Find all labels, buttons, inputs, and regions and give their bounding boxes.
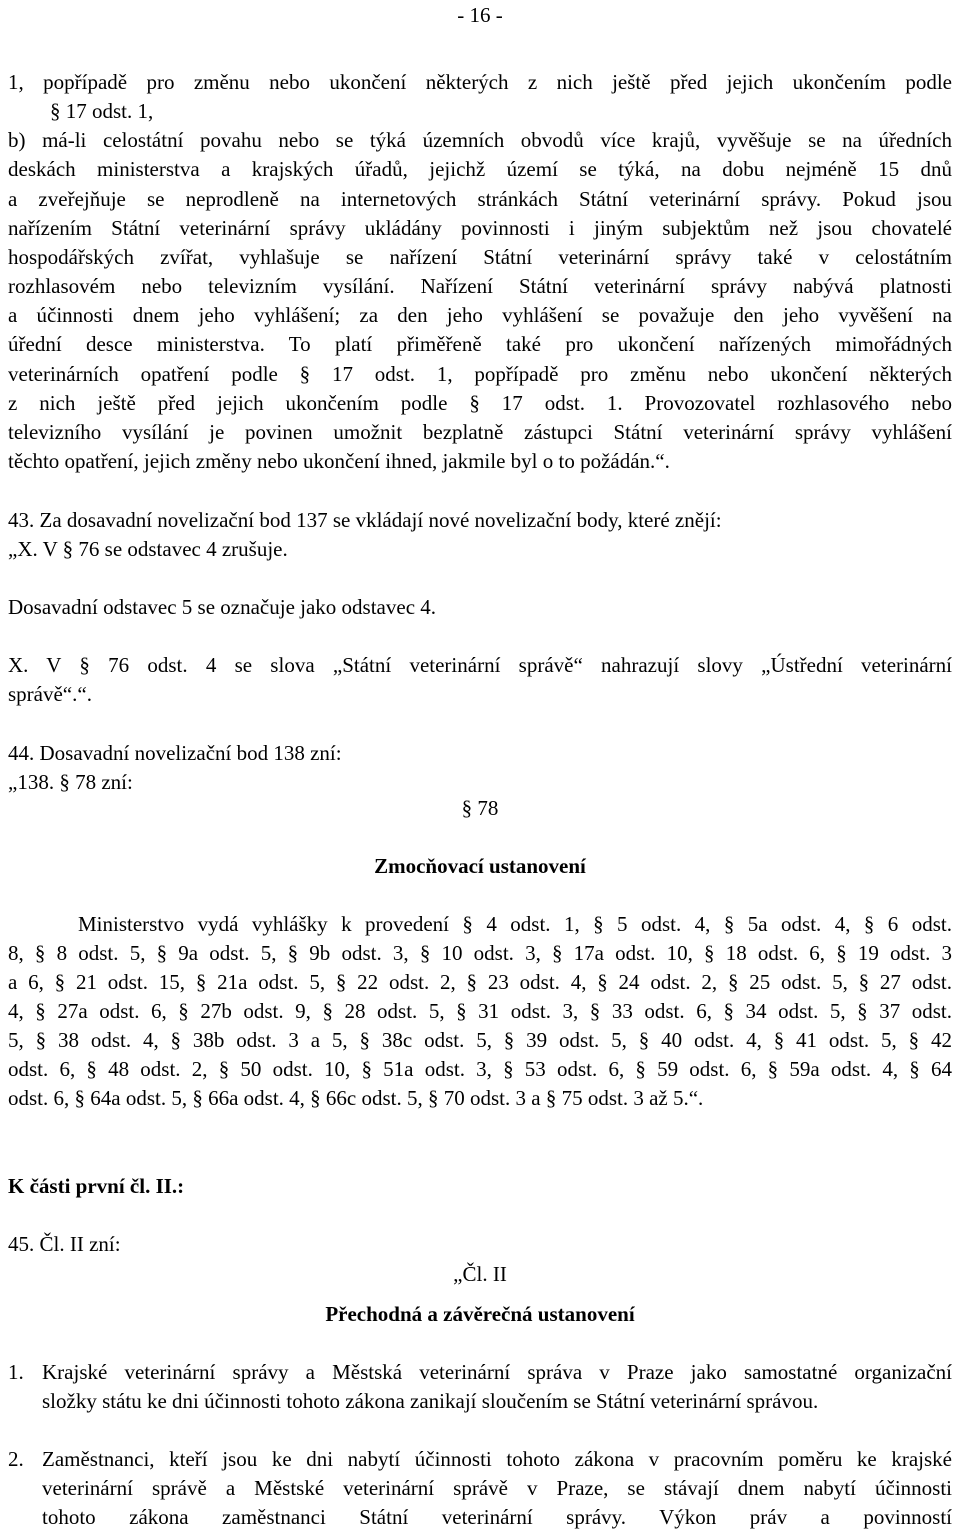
paragraph-line: 5, § 38 odst. 4, § 38b odst. 3 a 5, § 38c odst. 5, § 39 odst. 5, § 40 odst. 4, § 41 odst. 5, § 42 [8,1028,952,1052]
paragraph-line: 1, popřípadě pro změnu nebo ukončení některých z nich ještě před jejich ukončením podle [8,70,952,94]
paragraph-line: a 6, § 21 odst. 15, § 21a odst. 5, § 22 odst. 2, § 23 odst. 4, § 24 odst. 2, § 25 odst. 5, § 27 odst. [8,970,952,994]
paragraph-line: veterinární správě a Městské veterinární správě v Praze, se stávají dnem nabytí účinnosti [42,1476,952,1500]
paragraph-line: 8, § 8 odst. 5, § 9a odst. 5, § 9b odst. 3, § 10 odst. 3, § 17a odst. 10, § 18 odst. 6, § 19 odst. 3 [8,941,952,965]
paragraph-line: Ministerstvo vydá vyhlášky k provedení § 4 odst. 1, § 5 odst. 4, § 5a odst. 4, § 6 odst. [78,912,952,936]
point-number: 2. [8,1447,24,1471]
paragraph-line: složky státu ke dni účinnosti tohoto zákona zanikají sloučením se Státní veterinární správou. [42,1389,819,1413]
amendment-point-44: 44. Dosavadní novelizační bod 138 zní: [8,741,342,765]
paragraph-line: tohoto zákona zaměstnanci Státní veterinární správy. Výkon práv a povinností [42,1505,952,1529]
paragraph-line: nařízením Státní veterinární správy ukládány povinnosti i jiným subjektům než jsou chovatelé [8,216,952,240]
paragraph-line: úřední desce ministerstva. To platí přiměřeně také pro ukončení nařízených mimořádných [8,332,952,356]
paragraph-line: a zveřejňuje se neprodleně na internetových stránkách Státní veterinární správy. Pokud jsou [8,187,952,211]
paragraph-line: § 17 odst. 1, [50,99,154,123]
paragraph-line: 4, § 27a odst. 6, § 27b odst. 9, § 28 odst. 5, § 31 odst. 3, § 33 odst. 6, § 34 odst. 5, § 37 odst. [8,999,952,1023]
page-number: - 16 - [457,3,503,27]
section-mark: § 78 [461,796,499,820]
paragraph-line: veterinárních opatření podle § 17 odst. 1, popřípadě pro změnu nebo ukončení některých [8,362,952,386]
amendment-point-45: 45. Čl. II zní: [8,1232,121,1256]
article-title: Přechodná a závěrečná ustanovení [325,1302,635,1326]
paragraph-line: odst. 6, § 48 odst. 2, § 50 odst. 10, § 51a odst. 3, § 53 odst. 6, § 59 odst. 6, § 59a odst. 4, § 64 [8,1057,952,1081]
paragraph-line: b) má-li celostátní povahu nebo se týká územních obvodů více krajů, vyvěšuje se na úředních [8,128,952,152]
paragraph-line: odst. 6, § 64a odst. 5, § 66a odst. 4, § 66c odst. 5, § 70 odst. 3 a § 75 odst. 3 až 5.“. [8,1086,704,1110]
amendment-text: „138. § 78 zní: [8,770,133,794]
part-heading: K části první čl. II.: [8,1174,185,1198]
amendment-text: Dosavadní odstavec 5 se označuje jako odstavec 4. [8,595,437,619]
paragraph-line: televizního vysílání je povinen umožnit bezplatně zástupci Státní veterinární správy vyhlášení [8,420,952,444]
section-title: Zmocňovací ustanovení [374,854,586,878]
amendment-text: správě“.“. [8,682,92,706]
paragraph-line: Krajské veterinární správy a Městská veterinární správa v Praze jako samostatné organizační [42,1360,952,1384]
amendment-point-43: 43. Za dosavadní novelizační bod 137 se vkládají nové novelizační body, které znějí: [8,508,722,532]
paragraph-line: deskách ministerstva a krajských úřadů, jejichž území se týká, na dobu nejméně 15 dnů [8,157,952,181]
paragraph-line: a účinnosti dnem jeho vyhlášení; za den jeho vyhlášení se považuje den jeho vyvěšení na [8,303,952,327]
paragraph-line: z nich ještě před jejich ukončením podle § 17 odst. 1. Provozovatel rozhlasového nebo [8,391,952,415]
paragraph-line: Zaměstnanci, kteří jsou ke dni nabytí účinnosti tohoto zákona v pracovním poměru ke krajské [42,1447,952,1471]
amendment-text: „X. V § 76 se odstavec 4 zrušuje. [8,537,288,561]
paragraph-line: hospodářských zvířat, vyhlašuje se nařízení Státní veterinární správy také v celostátním [8,245,952,269]
point-number: 1. [8,1360,24,1384]
article-label: „Čl. II [453,1262,507,1286]
amendment-text: X. V § 76 odst. 4 se slova „Státní veterinární správě“ nahrazují slovy „Ústřední veterinární [8,653,952,677]
paragraph-line: rozhlasovém nebo televizním vysílání. Nařízení Státní veterinární správy nabývá platnosti [8,274,952,298]
paragraph-line: těchto opatření, jejich změny nebo ukončení ihned, jakmile byl o to požádán.“. [8,449,670,473]
